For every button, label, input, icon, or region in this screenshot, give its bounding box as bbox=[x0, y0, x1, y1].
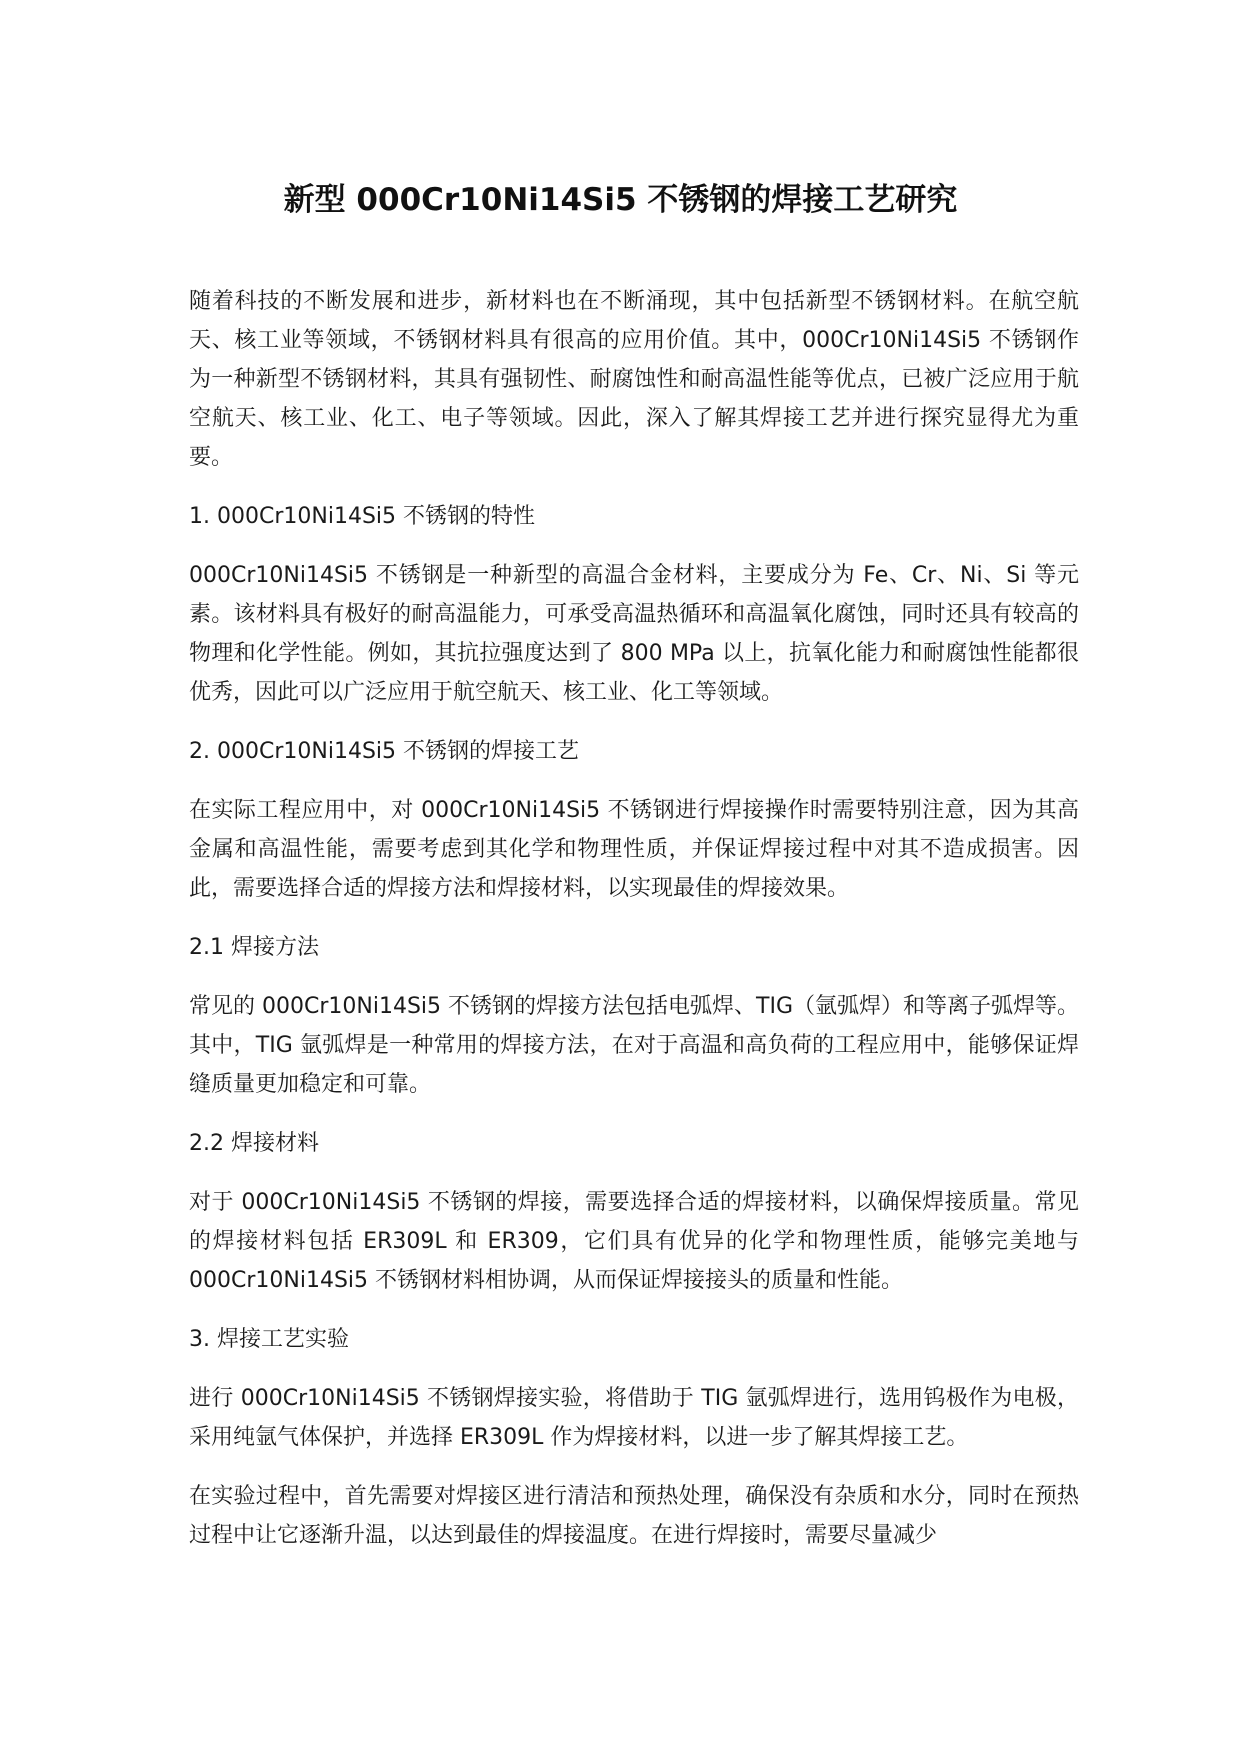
section-heading-3: 3. 焊接工艺实验 bbox=[189, 1327, 349, 1352]
document-body bbox=[189, 282, 1079, 1575]
section-heading-2-1: 2.1 焊接方法 bbox=[189, 935, 319, 960]
section-heading-2-2: 2.2 焊接材料 bbox=[189, 1131, 319, 1156]
paragraph-experiment-setup: 进行 000Cr10Ni14Si5 不锈钢焊接实验，将借助于 TIG 氩弧焊进行，选用钨极作为电极，采用纯氩气体保护，并选择 ER309L 作为焊接材料，以进一步了解其焊接工艺。 bbox=[189, 1386, 1079, 1450]
paragraph-welding-methods: 常见的 000Cr10Ni14Si5 不锈钢的焊接方法包括电弧焊、TIG（氩弧焊）和等离子弧焊等。其中，TIG 氩弧焊是一种常用的焊接方法，在对于高温和高负荷的工程应用中，能够保证焊缝质量更加稳定和可靠。 bbox=[189, 994, 1079, 1097]
paragraph-welding-materials: 对于 000Cr10Ni14Si5 不锈钢的焊接，需要选择合适的焊接材料，以确保焊接质量。常见的焊接材料包括 ER309L 和 ER309，它们具有优异的化学和物理性质，能够完美地与 000Cr10Ni14Si5 不锈钢材料相协调，从而保证焊接接头的质量和性能。 bbox=[189, 1190, 1079, 1293]
document-title: 新型 000Cr10Ni14Si5 不锈钢的焊接工艺研究 bbox=[283, 182, 958, 218]
paragraph-intro: 随着科技的不断发展和进步，新材料也在不断涌现，其中包括新型不锈钢材料。在航空航天、核工业等领域，不锈钢材料具有很高的应用价值。其中，000Cr10Ni14Si5 不锈钢作为一种新型不锈钢材料，其具有强韧性、耐腐蚀性和耐高温性能等优点，已被广泛应用于航空航天、核工业、化工、电子等领域。因此，深入了解其焊接工艺并进行探究显得尤为重要。 bbox=[189, 289, 1079, 470]
section-heading-1: 1. 000Cr10Ni14Si5 不锈钢的特性 bbox=[189, 504, 536, 529]
paragraph-experiment-procedure: 在实验过程中，首先需要对焊接区进行清洁和预热处理，确保没有杂质和水分，同时在预热过程中让它逐渐升温，以达到最佳的焊接温度。在进行焊接时，需要尽量减少 bbox=[189, 1484, 1079, 1548]
paragraph-properties: 000Cr10Ni14Si5 不锈钢是一种新型的高温合金材料，主要成分为 Fe、Cr、Ni、Si 等元素。该材料具有极好的耐高温能力，可承受高温热循环和高温氧化腐蚀，同时还具有较高的物理和化学性能。例如，其抗拉强度达到了 800 MPa 以上，抗氧化能力和耐腐蚀性能都很优秀，因此可以广泛应用于航空航天、核工业、化工等领域。 bbox=[189, 563, 1079, 705]
paragraph-welding-process: 在实际工程应用中，对 000Cr10Ni14Si5 不锈钢进行焊接操作时需要特别注意，因为其高金属和高温性能，需要考虑到其化学和物理性质，并保证焊接过程中对其不造成损害。因此，需要选择合适的焊接方法和焊接材料，以实现最佳的焊接效果。 bbox=[189, 798, 1079, 901]
section-heading-2: 2. 000Cr10Ni14Si5 不锈钢的焊接工艺 bbox=[189, 739, 580, 764]
